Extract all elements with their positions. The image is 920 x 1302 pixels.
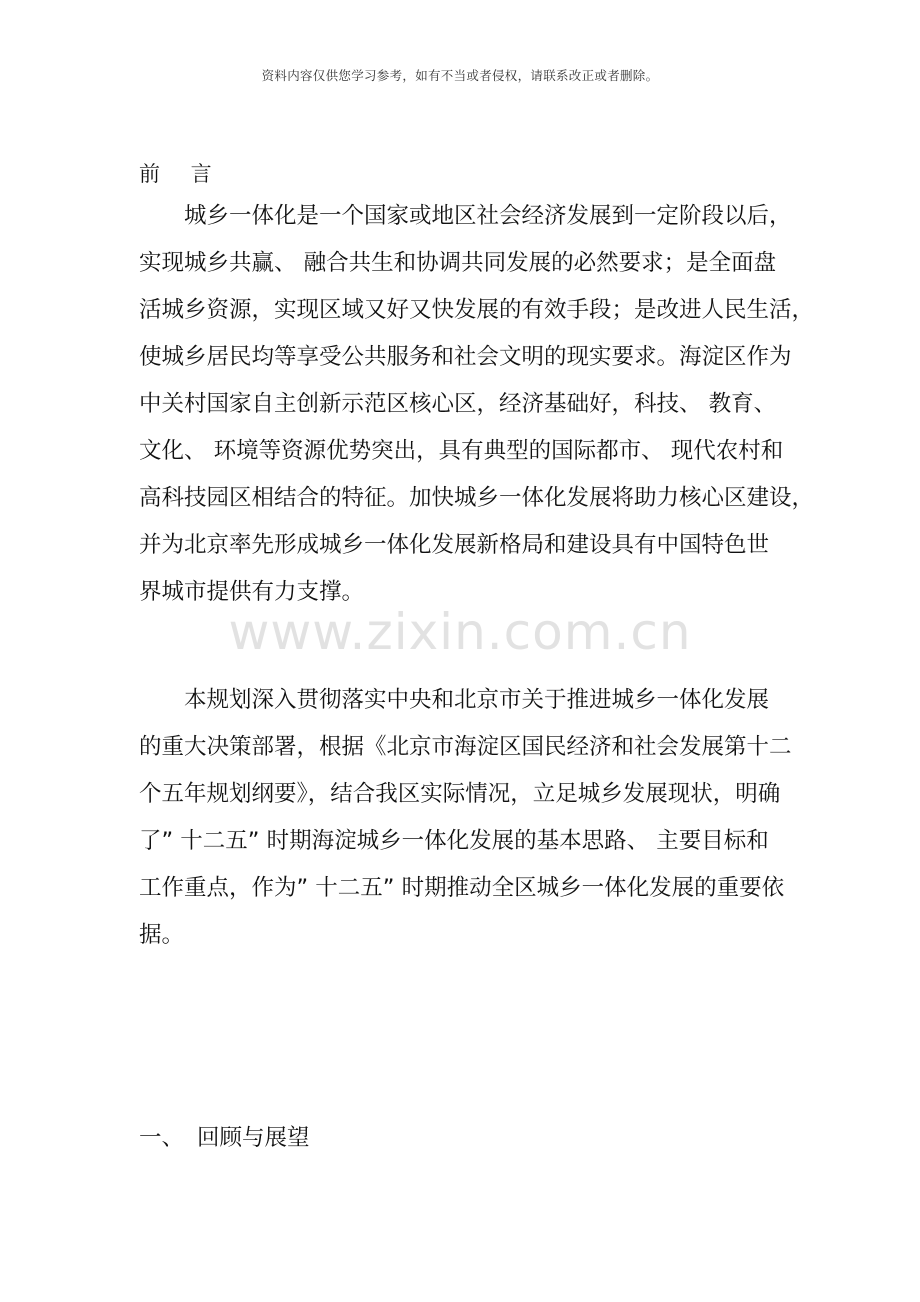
paragraph-plan — [139, 677, 792, 959]
paragraph-line: 了” 十二五” 时期海淀城乡一体化发展的基本思路、 主要目标和 — [139, 828, 769, 854]
paragraph-line: 工作重点，作为” 十二五” 时期推动全区城乡一体化发展的重要依 — [139, 875, 785, 901]
paragraph-line: 文化、 环境等资源优势突出，具有典型的国际都市、 现代农村和 — [139, 438, 784, 464]
section-heading — [139, 1120, 310, 1152]
paragraph-line: 本规划深入贯彻落实中央和北京市关于推进城乡一体化发展 — [184, 687, 770, 713]
paragraph-line: 中关村国家自主创新示范区核心区，经济基础好，科技、 教育、 — [139, 391, 777, 417]
paragraph-line: 使城乡居民均等享受公共服务和社会文明的现实要求。海淀区作为 — [139, 344, 792, 370]
paragraph-line: 城乡一体化是一个国家或地区社会经济发展到一定阶段以后， — [184, 203, 792, 229]
paragraph-line: 据。 — [139, 922, 185, 948]
paragraph-line: 的重大决策部署，根据《北京市海淀区国民经济和社会发展第十二 — [139, 734, 792, 760]
paragraph-line: 个五年规划纲要》，结合我区实际情况，立足城乡发展现状，明确 — [139, 781, 781, 807]
paragraph-line: 实现城乡共赢、 融合共生和协调共同发展的必然要求；是全面盘 — [139, 250, 777, 276]
page-disclaimer: 资料内容仅供您学习参考，如有不当或者侵权，请联系改正或者删除。 — [261, 68, 659, 83]
foreword-title: 前 言 — [139, 162, 224, 186]
section-title: 回顾与展望 — [197, 1125, 310, 1151]
paragraph-intro — [139, 193, 815, 616]
section-number: 一、 — [139, 1125, 185, 1151]
paragraph-line: 并为北京率先形成城乡一体化发展新格局和建设具有中国特色世 — [139, 532, 770, 558]
paragraph-line: 活城乡资源，实现区域又好又快发展的有效手段；是改进人民生活， — [139, 297, 815, 323]
paragraph-line: 界城市提供有力支撑。 — [139, 579, 365, 605]
paragraph-line: 高科技园区相结合的特征。加快城乡一体化发展将助力核心区建设， — [139, 485, 815, 511]
watermark-text: www.zixin.com.cn — [228, 603, 692, 661]
